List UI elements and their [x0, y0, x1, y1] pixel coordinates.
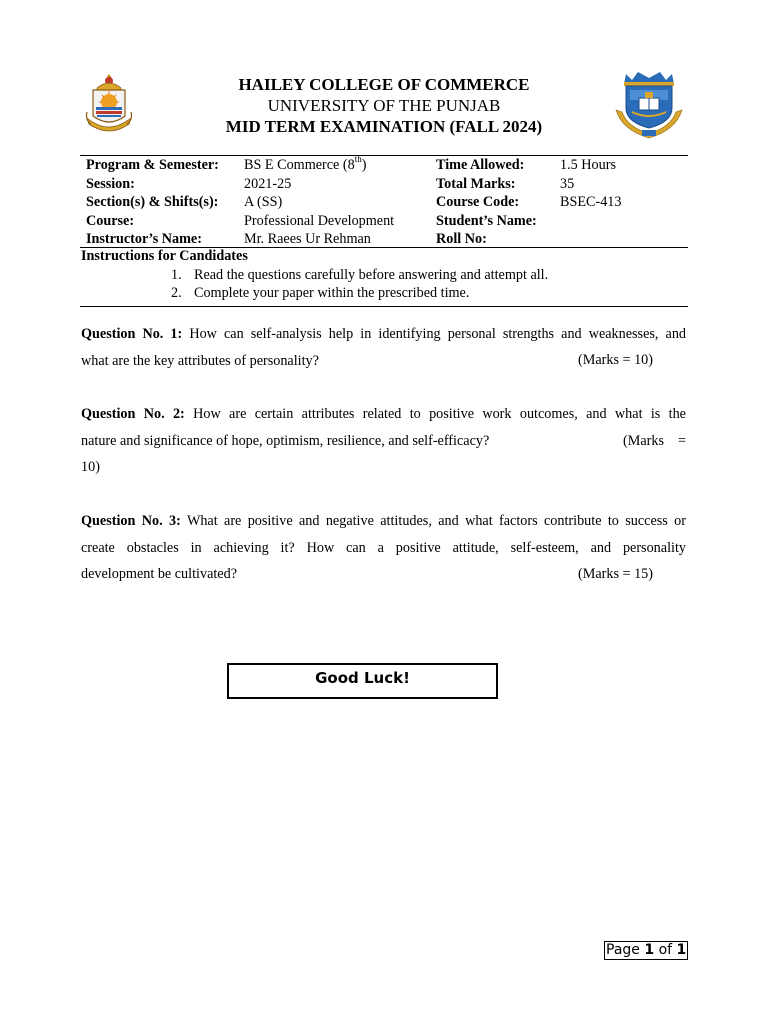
instructor-label: Instructor’s Name: — [86, 231, 202, 247]
section-label: Section(s) & Shifts(s): — [86, 194, 219, 210]
session-label: Session: — [86, 175, 135, 192]
roll-no-label: Roll No: — [436, 231, 487, 247]
question-2-marks-equals: = — [678, 433, 687, 449]
question-3-marks: (Marks = 15) — [578, 566, 653, 582]
course-value: Professional Development — [244, 212, 395, 229]
instructor-value: Mr. Raees Ur Rehman — [244, 231, 371, 247]
instructions-rule — [80, 306, 688, 307]
college-name: HAILEY COLLEGE OF COMMERCE — [238, 75, 530, 94]
instructions-title: Instructions for Candidates — [81, 248, 248, 264]
section-value: A (SS) — [244, 194, 283, 210]
program-label: Program & Semester: — [86, 157, 219, 173]
code-label: Course Code: — [436, 194, 520, 210]
university-name: UNIVERSITY OF THE PUNJAB — [267, 96, 501, 115]
good-luck-box: Good Luck! — [227, 663, 498, 699]
page-number: Page 1 of 1 — [606, 942, 687, 958]
question-2: Question No. 2: How are certain attributes related to positive work outcomes, and what is the nature and significance of hope, optimism, resilience, and self-efficacy? 10) — [81, 406, 686, 476]
code-value: BSEC-413 — [560, 194, 622, 210]
course-label: Course: — [86, 212, 135, 229]
marks-value: 35 — [560, 175, 575, 192]
question-1: Question No. 1: How can self-analysis help in identifying personal strengths and weaknesses, and what are the key attributes of personality? — [81, 326, 687, 369]
question-3: Question No. 3: What are positive and negative attitudes, and what factors contribute to success or create obstacles in achieving it? How can a positive attitude, self-esteem, and personality development be cultivated? — [81, 513, 686, 583]
marks-label: Total Marks: — [436, 175, 516, 192]
time-value: 1.5 Hours — [560, 157, 616, 173]
question-2-marks: (Marks — [623, 433, 664, 449]
exam-title: MID TERM EXAMINATION (FALL 2024) — [225, 117, 543, 136]
student-name-label: Student’s Name: — [436, 212, 537, 229]
question-1-marks: (Marks = 10) — [578, 352, 653, 368]
time-label: Time Allowed: — [436, 157, 525, 173]
session-value: 2021-25 — [244, 175, 292, 192]
program-value: BS E Commerce (8th) — [244, 154, 367, 173]
